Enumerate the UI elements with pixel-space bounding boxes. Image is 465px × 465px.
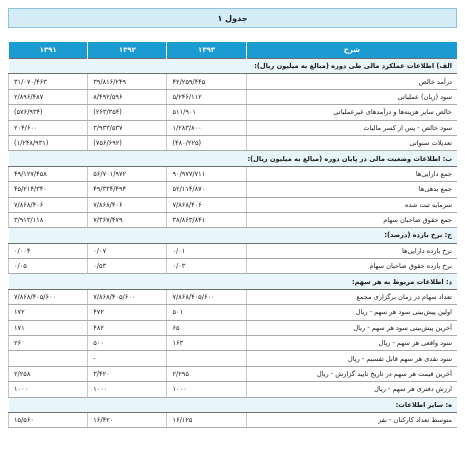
value-cell-۱۳۹۱: ۱۷۱	[9, 320, 88, 335]
table-caption	[8, 8, 457, 28]
value-cell-۱۳۹۱: (۱/۲۴۸/۹۳۱)	[9, 135, 88, 150]
row-label: نرخ بازده دارایی‌ها	[246, 243, 457, 258]
table-row	[9, 197, 458, 212]
table-row	[9, 243, 458, 258]
row-label: سود واقعی هر سهم - ریال	[246, 336, 457, 351]
value-cell-۱۳۹۳	[167, 351, 246, 366]
section-header-row	[9, 228, 458, 243]
value-cell-۱۳۹۳: ۲/۲۹۵	[167, 366, 246, 381]
value-cell-۱۳۹۱: ۷/۸۶۸/۴۰۶	[9, 197, 88, 212]
value-cell-۱۳۹۲: ۳/۹۳۳/۵۳۷	[88, 120, 167, 135]
section-title: ج: نرخ بازده (درصد):	[9, 228, 458, 243]
row-label: سود نقدی هر سهم قابل تقسیم - ریال	[246, 351, 457, 366]
value-cell-۱۳۹۲: ۱۰۰۰	[88, 382, 167, 397]
row-label: اولین پیش‌بینی سود هر سهم - ریال	[246, 305, 457, 320]
value-cell-۱۳۹۲: (۷۵۶/۶۹۲)	[88, 135, 167, 150]
value-cell-۱۳۹۳: ۴۲/۲۵۹/۴۴۵	[167, 74, 246, 89]
value-cell-۱۳۹۱: ۴۹/۱۲۷/۴۵۸	[9, 166, 88, 181]
row-label: خالص سایر هزینه‌ها و درآمدهای غیرعملیاتی	[246, 105, 457, 120]
value-cell-۱۳۹۳: ۷/۸۶۸/۴۰۶	[167, 197, 246, 212]
table-row	[9, 382, 458, 397]
value-cell-۱۳۹۳: ۵۱۱/۹۰۱	[167, 105, 246, 120]
value-cell-۱۳۹۱: ۰/۰۵	[9, 259, 88, 274]
section-header-row	[9, 59, 458, 74]
value-cell-۱۳۹۲: ۷/۸۶۸/۴۰۵/۶۰۰	[88, 289, 167, 304]
value-cell-۱۳۹۲: ۷/۸۶۸/۴۰۶	[88, 197, 167, 212]
row-label: ارزش دفتری هر سهم - ریال	[246, 382, 457, 397]
section-title: د: اطلاعات مربوط به هر سهم:	[9, 274, 458, 289]
value-cell-۱۳۹۲: ۵۶/۷۰۱/۹۷۲	[88, 166, 167, 181]
table-row	[9, 135, 458, 150]
value-cell-۱۳۹۳: ۰/۰۳	[167, 259, 246, 274]
value-cell-۱۳۹۱: ۰/۰۰۴	[9, 243, 88, 258]
table-row	[9, 366, 458, 381]
value-cell-۱۳۹۱: ۳۱/۰۷۰/۴۶۳	[9, 74, 88, 89]
value-cell-۱۳۹۲: (۲۶۳/۳۵۴)	[88, 105, 167, 120]
table-row	[9, 305, 458, 320]
value-cell-۱۳۹۱: ۱۵/۵۶۰	[9, 412, 88, 427]
value-cell-۱۳۹۱: ۳/۹۱۳/۱۱۸	[9, 212, 88, 227]
table-header-row	[9, 42, 458, 59]
section-header-row	[9, 274, 458, 289]
financial-summary-table	[8, 42, 457, 428]
section-header-row	[9, 397, 458, 412]
value-cell-۱۳۹۳: ۱/۲۸۳/۸۰۰	[167, 120, 246, 135]
table-row	[9, 351, 458, 366]
table-row	[9, 120, 458, 135]
value-cell-۱۳۹۱: ۷/۸۶۸/۴۰۵/۶۰۰	[9, 289, 88, 304]
value-cell-۱۳۹۲: -	[88, 351, 167, 366]
section-title: ه: سایر اطلاعات:	[9, 397, 458, 412]
row-label: متوسط تعداد کارکنان - نفر	[246, 412, 457, 427]
row-label: درآمد خالص	[246, 74, 457, 89]
value-cell-۱۳۹۱: ۲۰۴/۶۰۰	[9, 120, 88, 135]
value-cell-۱۳۹۲: ۰/۵۳	[88, 259, 167, 274]
header-year-1393: ۱۳۹۳	[167, 42, 246, 59]
row-label: سود خالص - پس از کسر مالیات	[246, 120, 457, 135]
value-cell-۱۳۹۱	[9, 351, 88, 366]
table-row	[9, 74, 458, 89]
row-label: جمع حقوق صاحبان سهام	[246, 212, 457, 227]
value-cell-۱۳۹۲: ۳/۴۲۰	[88, 366, 167, 381]
table-row	[9, 166, 458, 181]
value-cell-۱۳۹۱: ۴۵/۲۱۴/۳۴۰	[9, 182, 88, 197]
value-cell-۱۳۹۱: ۲۶	[9, 336, 88, 351]
value-cell-۱۳۹۳: ۰/۰۱	[167, 243, 246, 258]
value-cell-۱۳۹۳: (۴۸۰/۲۲۵)	[167, 135, 246, 150]
table-row	[9, 182, 458, 197]
value-cell-۱۳۹۳: ۵۰۱	[167, 305, 246, 320]
value-cell-۱۳۹۲: ۴۷۲	[88, 305, 167, 320]
report-table-container	[8, 8, 457, 455]
value-cell-۱۳۹۲: ۸/۴۹۲/۵۹۶	[88, 89, 167, 104]
row-label: تعداد سهام در زمان برگزاری مجمع	[246, 289, 457, 304]
row-label: آخرین قیمت هر سهم در تاریخ تایید گزارش - ریال	[246, 366, 457, 381]
row-label: سرمایه ثبت شده	[246, 197, 457, 212]
section-title: الف) اطلاعات عملکرد مالی طی دوره (مبالغ به میلیون ریال):	[9, 59, 458, 74]
value-cell-۱۳۹۳: ۵/۲۴۶/۱۱۲	[167, 89, 246, 104]
table-row	[9, 212, 458, 227]
value-cell-۱۳۹۲: ۴۸۲	[88, 320, 167, 335]
table-row	[9, 320, 458, 335]
value-cell-۱۳۹۱: ۱۷۲	[9, 305, 88, 320]
value-cell-۱۳۹۲: ۵۰۰	[88, 336, 167, 351]
value-cell-۱۳۹۲: ۳۹/۸۱۶/۲۴۹	[88, 74, 167, 89]
table-row	[9, 412, 458, 427]
value-cell-۱۳۹۲: ۱۶/۴۲۰	[88, 412, 167, 427]
value-cell-۱۳۹۳: ۷/۸۶۸/۴۰۵/۶۰۰	[167, 289, 246, 304]
value-cell-۱۳۹۲: ۴۹/۳۳۴/۴۹۴	[88, 182, 167, 197]
table-row	[9, 89, 458, 104]
row-label: تعدیلات سنواتی	[246, 135, 457, 150]
row-label: نرخ بازده حقوق صاحبان سهام	[246, 259, 457, 274]
table-caption-text: جدول ۱	[217, 13, 248, 23]
row-label: آخرین پیش‌بینی سود هر سهم - ریال	[246, 320, 457, 335]
value-cell-۱۳۹۲: ۷/۳۶۷/۴۷۹	[88, 212, 167, 227]
table-body	[9, 59, 458, 428]
row-label: سود (زیان) عملیاتی	[246, 89, 457, 104]
header-description: شرح	[246, 42, 457, 59]
value-cell-۱۳۹۲: ۰/۰۷	[88, 243, 167, 258]
table-row	[9, 336, 458, 351]
header-year-1392: ۱۳۹۲	[88, 42, 167, 59]
value-cell-۱۳۹۳: ۱۰۰۰	[167, 382, 246, 397]
value-cell-۱۳۹۳: ۱۶۳	[167, 336, 246, 351]
value-cell-۱۳۹۳: ۳۸/۸۶۳/۸۴۱	[167, 212, 246, 227]
value-cell-۱۳۹۳: ۱۶/۱۲۵	[167, 412, 246, 427]
section-title: ب: اطلاعات وضعیت مالی در پایان دوره (مبالغ به میلیون ریال):	[9, 151, 458, 166]
value-cell-۱۳۹۳: ۵۲/۱۱۴/۸۷۰	[167, 182, 246, 197]
table-row	[9, 289, 458, 304]
table-row	[9, 259, 458, 274]
row-label: جمع دارایی‌ها	[246, 166, 457, 181]
table-row	[9, 105, 458, 120]
section-header-row	[9, 151, 458, 166]
value-cell-۱۳۹۱: ۱۰۰۰	[9, 382, 88, 397]
row-label: جمع بدهی‌ها	[246, 182, 457, 197]
value-cell-۱۳۹۱: ۲/۲۵۸	[9, 366, 88, 381]
value-cell-۱۳۹۳: ۶۵	[167, 320, 246, 335]
value-cell-۱۳۹۱: (۵۷۶/۹۳۴)	[9, 105, 88, 120]
value-cell-۱۳۹۱: ۲/۸۹۶/۴۸۷	[9, 89, 88, 104]
value-cell-۱۳۹۳: ۹۰/۹۷۷/۷۱۱	[167, 166, 246, 181]
header-year-1391: ۱۳۹۱	[9, 42, 88, 59]
